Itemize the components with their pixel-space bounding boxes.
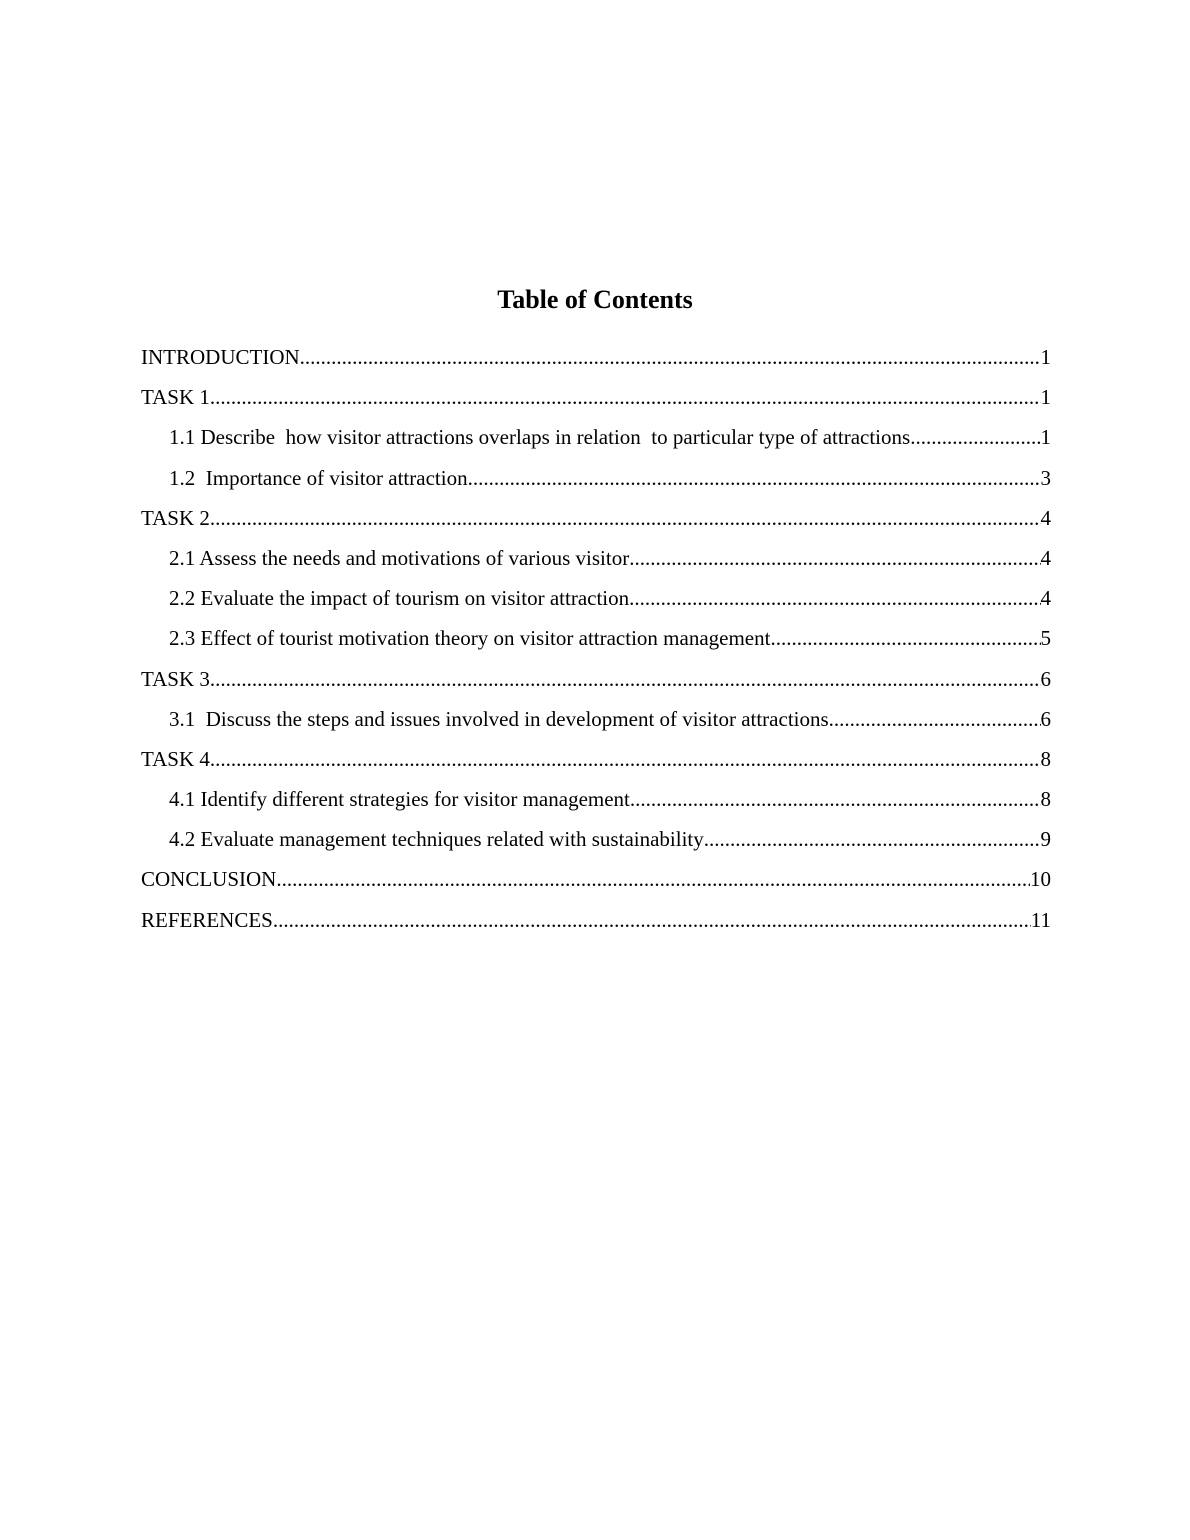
- toc-page-number: 4: [1040, 505, 1051, 530]
- toc-page-number: 10: [1030, 867, 1051, 892]
- toc-entry-text: 4.1 Identify different strategies for visitor management: [169, 787, 630, 812]
- toc-entry[interactable]: [141, 543, 1051, 583]
- toc-dot-leader: [210, 382, 1041, 412]
- toc-entry[interactable]: [141, 744, 1051, 784]
- toc-entry[interactable]: [141, 784, 1051, 824]
- toc-dot-leader: [273, 905, 1031, 935]
- toc-entry-text: TASK 4: [141, 746, 210, 771]
- toc-entry[interactable]: [141, 864, 1051, 904]
- toc-dot-leader: [276, 864, 1030, 894]
- toc-entry[interactable]: [141, 623, 1051, 663]
- toc-dot-leader: [210, 664, 1041, 694]
- toc-page-number: 1: [1040, 345, 1051, 369]
- toc-entry[interactable]: [141, 905, 1051, 945]
- toc-entry[interactable]: [141, 463, 1051, 503]
- toc-entry-text: TASK 1: [141, 385, 210, 410]
- toc-dot-leader: [300, 342, 1041, 372]
- toc-entry[interactable]: [141, 382, 1051, 422]
- toc-dot-leader: [770, 623, 1040, 653]
- toc-entry[interactable]: [141, 704, 1051, 744]
- toc-entry-text: CONCLUSION: [141, 867, 277, 892]
- toc-page-number: 3: [1040, 465, 1051, 490]
- toc-page-number: 4: [1040, 586, 1051, 611]
- toc-entry-text: TASK 2: [141, 505, 210, 530]
- toc-entry[interactable]: [141, 503, 1051, 543]
- toc-entry-text: 1.1 Describe how visitor attractions overlaps in relation to particular type of attractions: [169, 425, 911, 450]
- toc-entry-text: 3.1 Discuss the steps and issues involved in development of visitor attractions: [169, 706, 829, 731]
- toc-dot-leader: [210, 503, 1041, 533]
- toc-page-number: 4: [1040, 545, 1051, 570]
- toc-page-number: 6: [1040, 706, 1051, 731]
- toc-dot-leader: [629, 583, 1040, 613]
- toc-dot-leader: [629, 543, 1040, 573]
- toc-page-number: 11: [1030, 907, 1051, 932]
- toc-entry[interactable]: [141, 583, 1051, 623]
- table-of-contents: [141, 342, 1051, 945]
- toc-entry-text: REFERENCES: [141, 907, 273, 932]
- toc-entry-text: 1.2 Importance of visitor attraction: [169, 465, 468, 490]
- toc-entry-text: 2.3 Effect of tourist motivation theory on visitor attraction management: [169, 626, 771, 651]
- toc-dot-leader: [829, 704, 1041, 734]
- toc-entry[interactable]: [141, 422, 1051, 462]
- toc-page-number: 9: [1040, 827, 1051, 852]
- toc-page-number: 1: [1040, 385, 1051, 410]
- toc-heading: Table of Contents: [497, 285, 693, 314]
- toc-entry[interactable]: [141, 664, 1051, 704]
- toc-entry-text: 2.1 Assess the needs and motivations of various visitor: [169, 545, 630, 570]
- toc-entry[interactable]: [141, 824, 1051, 864]
- toc-entry-text: 4.2 Evaluate management techniques related with sustainability: [169, 827, 704, 852]
- toc-page-number: 5: [1040, 626, 1051, 651]
- toc-entry-text: TASK 3: [141, 666, 210, 691]
- toc-dot-leader: [704, 824, 1041, 854]
- toc-page-number: 1: [1040, 425, 1051, 450]
- toc-entry-text: INTRODUCTION: [141, 345, 300, 369]
- toc-entry[interactable]: [141, 342, 1051, 382]
- toc-page-number: 8: [1040, 787, 1051, 812]
- toc-dot-leader: [468, 463, 1041, 493]
- toc-page-number: 6: [1040, 666, 1051, 691]
- toc-dot-leader: [210, 744, 1041, 774]
- toc-entry-text: 2.2 Evaluate the impact of tourism on visitor attraction: [169, 586, 630, 611]
- toc-dot-leader: [630, 784, 1041, 814]
- toc-page-number: 8: [1040, 746, 1051, 771]
- toc-dot-leader: [910, 422, 1040, 452]
